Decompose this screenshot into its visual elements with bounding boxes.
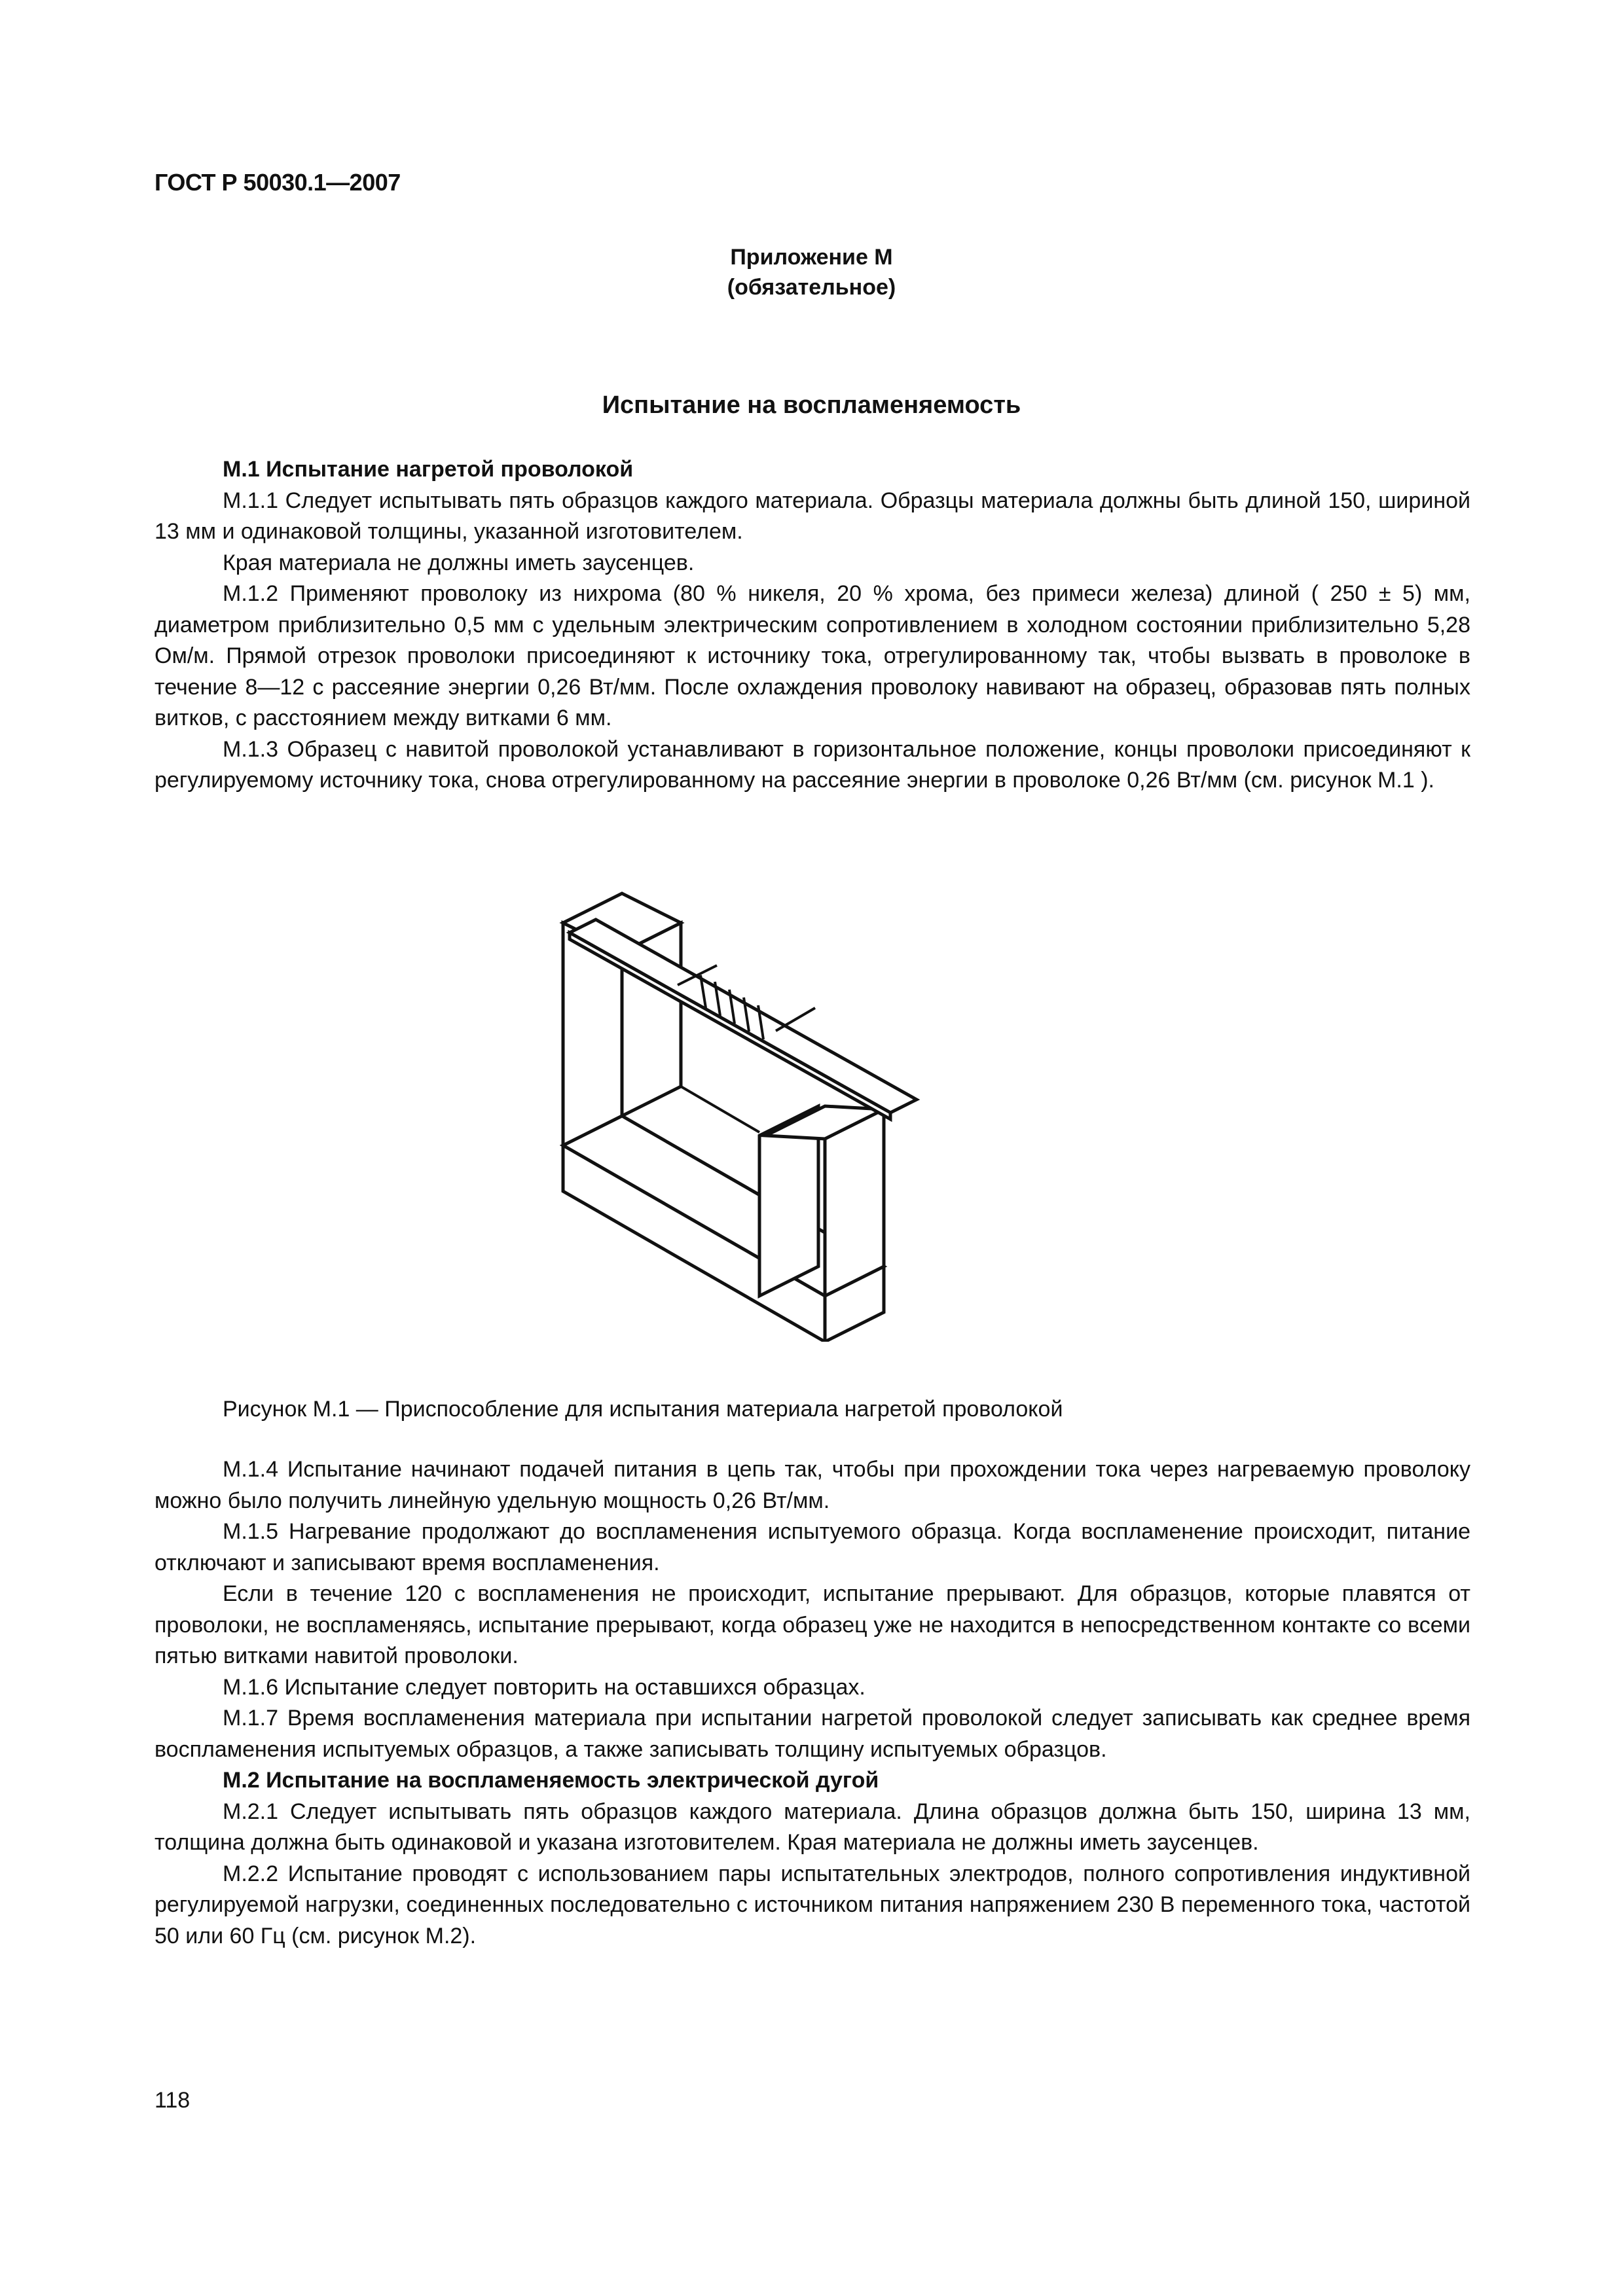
page-number: 118 — [155, 2088, 191, 2113]
paragraph: М.1.1 Следует испытывать пять образцов каждого материала. Образцы материала должны быть длиной 150, шириной 13 мм и одинаковой толщины, указанной изготовителем. — [155, 488, 1470, 544]
paragraph: Если в течение 120 с воспламенения не происходит, испытание прерывают. Для образцов, которые плавятся от проволоки, не воспламеняясь, испытание прерывают, когда образец уже не находится в непосредственном контакте со всеми пятью витками навитой проволоки. — [155, 1581, 1470, 1668]
text-block-2 — [155, 1454, 1470, 1952]
paragraph: Края материала не должны иметь заусенцев. — [223, 550, 695, 575]
fixture-illustration — [550, 884, 1008, 1342]
document-code: ГОСТ Р 50030.1—2007 — [155, 169, 401, 196]
figure-m1-drawing — [550, 884, 1008, 1342]
paragraph: М.1.2 Применяют проволоку из нихрома (80 % никеля, 20 % хрома, без примеси железа) длиной ( 250 ± 5) мм, диаметром приблизительно 0,5 мм с удельным электрическим сопротивлением в холодном состоянии приблизительно 5,28 Ом/м. Прямой отрезок проволоки присоединяют к источнику тока, отрегулированному так, чтобы вызвать в проволоке в течение 8—12 с рассеяние энергии 0,26 Вт/мм. После охлаждения проволоку навивают на образец, образовав пять полных витков, с расстоянием между витками 6 мм. — [155, 581, 1470, 730]
paragraph: М.2.2 Испытание проводят с использованием пары испытательных электродов, полного сопротивления индуктивной регулируемой нагрузки, соединенных последовательно с источником питания напряжением 230 В переменного тока, частотой 50 или 60 Гц (см. рисунок М.2). — [155, 1861, 1470, 1948]
annex-kind: (обязательное) — [727, 275, 896, 300]
annex-title: Приложение М — [730, 245, 893, 270]
paragraph: М.1.7 Время воспламенения материала при испытании нагретой проволокой следует записывать как среднее время воспламенения испытуемых образцов, а также записывать толщину испытуемых образцов. — [155, 1706, 1470, 1762]
subsection-heading: М.2 Испытание на воспламеняемость электрической дугой — [223, 1768, 879, 1793]
paragraph: М.1.4 Испытание начинают подачей питания в цепь так, чтобы при прохождении тока через нагреваемую проволоку можно было получить линейную удельную мощность 0,26 Вт/мм. — [155, 1457, 1470, 1513]
right-upright-front — [825, 1109, 884, 1296]
paragraph: М.1.6 Испытание следует повторить на оставшихся образцах. — [223, 1674, 866, 1700]
paragraph: М.2.1 Следует испытывать пять образцов каждого материала. Длина образцов должна быть 150, ширина 13 мм, толщина должна быть одинаковой и указана изготовителем. Края материала не должны иметь заусенцев. — [155, 1799, 1470, 1855]
paragraph: М.1.3 Образец с навитой проволокой устанавливают в горизонтальное положение, концы проволоки присоединяют к регулируемому источнику тока, снова отрегулированному на рассеяние энергии в проволоке 0,26 Вт/мм (см. рисунок М.1 ). — [155, 736, 1470, 793]
section-title: Испытание на воспламеняемость — [602, 391, 1021, 419]
text-block-1 — [155, 454, 1470, 797]
subsection-heading: М.1 Испытание нагретой проволокой — [223, 457, 634, 482]
paragraph: М.1.5 Нагревание продолжают до воспламенения испытуемого образца. Когда воспламенение происходит, питание отключают и записывают время воспламенения. — [155, 1519, 1470, 1575]
figure-caption: Рисунок М.1 — Приспособление для испытания материала нагретой проволокой — [223, 1397, 1063, 1422]
